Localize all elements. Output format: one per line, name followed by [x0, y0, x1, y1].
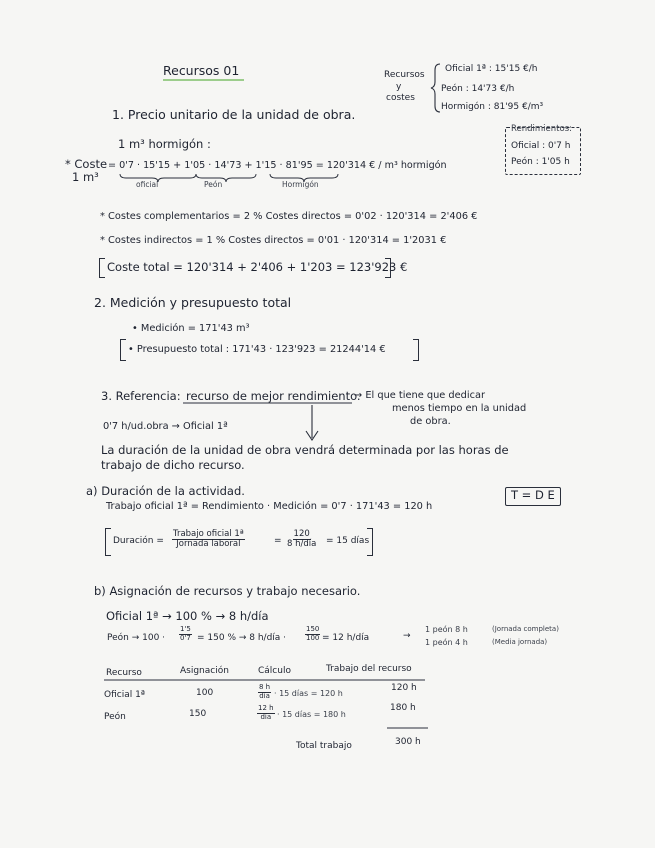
- peon-arrow: →: [403, 631, 411, 641]
- table-row-calc-fraction: [257, 705, 275, 721]
- peon-mid: = 150 % → 8 h/día ·: [197, 633, 287, 643]
- rendimientos-title: Rendimientos:: [511, 124, 572, 134]
- under-peon: Peón: [204, 180, 223, 189]
- coste-label-2: 1 m³: [72, 170, 99, 184]
- table-row-calc-rest: · 15 días = 180 h: [277, 710, 346, 719]
- bracket-right: [413, 339, 419, 361]
- under-oficial: oficial: [136, 180, 159, 189]
- oficial-asignacion: Oficial 1ª → 100 % → 8 h/día: [106, 609, 269, 623]
- duracion-label: Duración =: [113, 536, 164, 546]
- section3-heading-underlined: recurso de mejor rendimiento.: [186, 389, 361, 403]
- bracket-right: [367, 528, 373, 556]
- coste-peon: Peón : 14'73 €/h: [441, 84, 515, 94]
- recursos-label-1: Recursos: [384, 70, 425, 80]
- medicion: • Medición = 171'43 m³: [132, 323, 250, 334]
- peon-fraction-1: [179, 626, 192, 642]
- trabajo-oficial: Trabajo oficial 1ª = Rendimiento · Medición = 0'7 · 171'43 = 120 h: [106, 501, 433, 512]
- table-row-recurso: Peón: [104, 712, 126, 722]
- bracket-right: [385, 258, 391, 278]
- peon-frac2-numerator: 150: [306, 625, 320, 633]
- duracion-text-1: La duración de la unidad de obra vendrá determinada por las horas de: [101, 443, 509, 457]
- under-hormigon: Hormigón: [282, 180, 319, 189]
- peon-frac2-denominator: 100: [306, 633, 320, 642]
- arrow-note-3: de obra.: [410, 416, 451, 427]
- equals-sign: =: [274, 536, 282, 546]
- frac2-denominator: 8 h/día: [287, 539, 317, 550]
- part-a-heading: a) Duración de la actividad.: [86, 484, 245, 498]
- arrow-note-1: → El que tiene que dedicar: [354, 390, 486, 401]
- duracion-fraction-1: [172, 530, 245, 550]
- duracion-text-2: trabajo de dicho recurso.: [101, 458, 245, 472]
- duracion-result: = 15 días: [326, 536, 370, 546]
- split-peon-1: 1 peón 8 h: [425, 625, 468, 634]
- table-row-trabajo: 180 h: [390, 703, 416, 713]
- split-peon-2-note: (Media jornada): [492, 638, 548, 646]
- table-header-calculo: Cálculo: [258, 666, 291, 676]
- peon-result: = 12 h/día: [322, 633, 370, 643]
- bracket-left: [99, 258, 105, 278]
- peon-frac-denominator: 0'7: [180, 633, 191, 642]
- coste-oficial: Oficial 1ª : 15'15 €/h: [445, 64, 538, 74]
- bracket-left: [105, 528, 111, 556]
- table-row-trabajo: 120 h: [391, 683, 417, 693]
- peon-frac-numerator: 1'5: [180, 625, 191, 633]
- section2-heading: 2. Medición y presupuesto total: [94, 295, 292, 310]
- recursos-label-3: costes: [386, 93, 415, 103]
- frac1-denominator: Jornada laboral: [176, 539, 241, 550]
- split-peon-1-note: (Jornada completa): [492, 625, 559, 633]
- total-trabajo-value: 300 h: [395, 737, 421, 747]
- coste-total: Coste total = 120'314 + 2'406 + 1'203 = 123'923 €: [107, 260, 408, 274]
- table-header-trabajo: Trabajo del recurso: [326, 664, 412, 674]
- duracion-fraction-2: [286, 530, 317, 550]
- rendimiento-peon: Peón : 1'05 h: [511, 157, 570, 167]
- table-row-asignacion: 100: [196, 688, 214, 698]
- rendimiento-oficial: Oficial : 0'7 h: [511, 141, 571, 151]
- section1-sub: 1 m³ hormigón :: [118, 137, 211, 151]
- table-row-calc-rest: · 15 días = 120 h: [274, 689, 343, 698]
- coste-hormigon: Hormigón : 81'95 €/m³: [441, 102, 544, 112]
- table-row-calc-fraction: [258, 684, 271, 700]
- table-header-asignacion: Asignación: [180, 666, 229, 676]
- page-title: Recursos 01: [163, 63, 240, 78]
- unit-cost-equation: = 0'7 · 15'15 + 1'05 · 14'73 + 1'15 · 81'95 = 120'314 € / m³ hormigón: [108, 160, 447, 171]
- presupuesto-total: • Presupuesto total : 171'43 · 123'923 = 21244'14 €: [128, 344, 386, 355]
- table-row-asignacion: 150: [189, 709, 207, 719]
- calc-numerator: 8 h: [259, 683, 271, 691]
- split-peon-2: 1 peón 4 h: [425, 638, 468, 647]
- total-trabajo-label: Total trabajo: [296, 741, 352, 751]
- coste-label-1: * Coste: [65, 157, 108, 171]
- recursos-label-2: y: [396, 82, 402, 92]
- frac2-numerator: 120: [293, 529, 310, 539]
- costes-indirectos: * Costes indirectos = 1 % Costes directos = 0'01 · 120'314 = 1'2031 €: [100, 235, 447, 246]
- table-row-recurso: Oficial 1ª: [104, 690, 146, 700]
- frac1-numerator: Trabajo oficial 1ª: [173, 529, 244, 539]
- part-b-heading: b) Asignación de recursos y trabajo necesario.: [94, 584, 361, 598]
- table-header-recurso: Recurso: [106, 668, 142, 678]
- arrow-note-2: menos tiempo en la unidad: [392, 403, 527, 414]
- formula-text: T = D E: [511, 488, 555, 502]
- peon-prefix: Peón → 100 ·: [107, 633, 166, 643]
- calc-denominator: día: [260, 712, 272, 721]
- calc-numerator: 12 h: [258, 704, 274, 712]
- section3-heading-prefix: 3. Referencia:: [101, 389, 181, 403]
- costes-complementarios: * Costes complementarios = 2 % Costes directos = 0'02 · 120'314 = 2'406 €: [100, 211, 478, 222]
- calc-denominator: día: [259, 691, 270, 700]
- bracket-left: [120, 339, 126, 361]
- rendimiento-referencia: 0'7 h/ud.obra → Oficial 1ª: [103, 421, 228, 432]
- section1-heading: 1. Precio unitario de la unidad de obra.: [112, 107, 356, 122]
- peon-fraction-2: [305, 626, 320, 642]
